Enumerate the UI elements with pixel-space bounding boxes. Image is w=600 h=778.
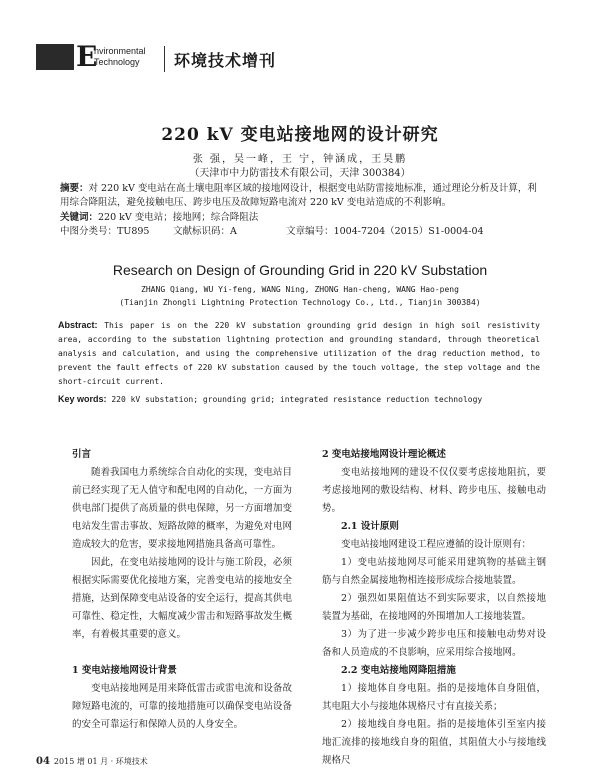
authors-zh: 张 强，吴一峰，王 宁，钟涵成，王昊鹏 — [192, 154, 408, 165]
section-2-2-item-2: 2）接地线自身电阻。指的是接地体引至室内接地汇流排的接地线自身的阻值，其阻值大小与接地线规格尺 — [322, 719, 546, 766]
abstract-en — [58, 318, 540, 389]
journal-name-en-line2: Technology — [94, 57, 140, 67]
abstract-en-label: Abstract: — [58, 320, 98, 330]
section-2-1-item-1: 1）变电站接地网尽可能采用建筑物的基础主钢筋与自然金属接地物相连接形成综合接地装置。 — [322, 557, 546, 586]
keywords-en — [58, 392, 540, 407]
paper-title-zh: 220 kV 变电站接地网的设计研究 — [161, 125, 439, 145]
page-number: 04 — [36, 756, 50, 767]
intro-heading: 引言 — [72, 449, 92, 460]
authors-en: ZHANG Qiang, WU Yi-feng, WANG Ning, ZHONG Han-cheng, WANG Hao-peng — [141, 285, 459, 294]
footer-journal: 2015 增 01 月 · 环境技术 — [53, 757, 148, 766]
abstract-zh-label: 摘要： — [60, 183, 89, 194]
right-column — [322, 446, 546, 770]
affiliation-zh: （天津市中力防雷技术有限公司，天津 300384） — [189, 168, 411, 179]
keywords-zh-label: 关键词： — [60, 212, 99, 223]
abstract-zh-text: 对 220 kV 变电站在高土壤电阻率区域的接地网设计，根据变电站防雷接地标准，通过理论分析及计算，利用综合降阻法，避免接触电压、跨步电压及故障短路电流对 220 kV 变电站造成的不利影响。 — [60, 183, 537, 208]
journal-header — [36, 40, 336, 78]
section-2-paragraph: 变电站接地网的建设不仅仅要考虑接地阻抗，要考虑接地网的敷设结构、材料、跨步电压、接触电动势。 — [322, 467, 546, 514]
section-2-2-heading: 2.2 变电站接地网降阻措施 — [341, 665, 456, 676]
keywords-zh — [60, 211, 538, 225]
section-2-1-item-3: 3）为了进一步减少跨步电压和接触电动势对设备和人员造成的不良影响，应采用综合接地网。 — [322, 629, 546, 658]
keywords-en-label: Key words: — [58, 394, 107, 404]
paper-title-en: Research on Design of Grounding Grid in 220 kV Substation — [112, 262, 488, 278]
section-2-1-item-2: 2）强烈如果阻值达不到实际要求，以自然接地装置为基础，在接地网的外围增加人工接地装置。 — [322, 593, 546, 622]
classification-meta — [60, 225, 538, 239]
intro-paragraph-2: 因此，在变电站接地网的设计与施工阶段，必须根据实际需要优化接地方案，完善变电站的接地安全措施，达到保障变电站设备的安全运行，提高其供电可靠性、稳定性，大幅度减少雷击和短路事故发生概率，有着极其重要的意义。 — [72, 557, 292, 640]
header-separator — [164, 46, 165, 72]
abstract-zh — [60, 182, 538, 210]
section-1-paragraph: 变电站接地网是用来降低雷击或雷电流和设备故障短路电流的，可靠的接地措施可以确保变电站设备的安全可靠运行和保障人员的人身安全。 — [72, 683, 292, 730]
section-2-1-paragraph: 变电站接地网建设工程应遵循的设计原则有： — [341, 539, 532, 550]
header-logo-block — [36, 44, 74, 70]
intro-paragraph-1: 随着我国电力系统综合自动化的实现，变电站目前已经实现了无人值守和配电网的自动化，一方面为供电部门提供了高质量的供电保障，另一方面增加变电站发生雷击事故、短路故障的概率，为避免对电网造成较大的危害，要求接地网措施具备高可靠性。 — [72, 467, 292, 550]
journal-name-en — [94, 46, 146, 68]
logo-letter: E — [76, 40, 98, 73]
section-2-1-heading: 2.1 设计原则 — [341, 521, 399, 532]
journal-name-zh: 环境技术增刊 — [174, 51, 277, 70]
journal-name-en-line1: nvironmental — [94, 46, 146, 56]
page-footer — [36, 756, 148, 767]
section-1-heading: 1 变电站接地网设计背景 — [72, 665, 177, 676]
abstract-en-text: This paper is on the 220 kV substation grounding grid design in high soil resistivity area, according to the substation lightning protection and grounding standard, through theoretical analysis and calculation, and using the comprehensive utilization of the drag reduction method, to prevent the fault effects of 220 kV substation caused by the touch voltage, the step voltage and the short-circuit current. — [58, 321, 540, 386]
document-code: 文献标识码：A — [173, 226, 237, 237]
article-number: 文章编号：1004-7204（2015）S1-0004-04 — [286, 226, 484, 237]
section-2-2-item-1: 1）接地体自身电阻。指的是接地体自身阻值，其电阻大小与接地体规格尺寸有直接关系； — [322, 683, 546, 712]
keywords-en-text: 220 kV substation; grounding grid; integrated resistance reduction technology — [111, 395, 483, 404]
left-column — [72, 446, 292, 734]
section-2-heading: 2 变电站接地网设计理论概述 — [322, 449, 446, 460]
affiliation-en: (Tianjin Zhongli Lightning Protection Technology Co., Ltd., Tianjin 300384) — [119, 298, 481, 307]
clc-number: 中图分类号：TU895 — [60, 226, 150, 237]
keywords-zh-text: 220 kV 变电站；接地网；综合降阻法 — [98, 212, 259, 223]
